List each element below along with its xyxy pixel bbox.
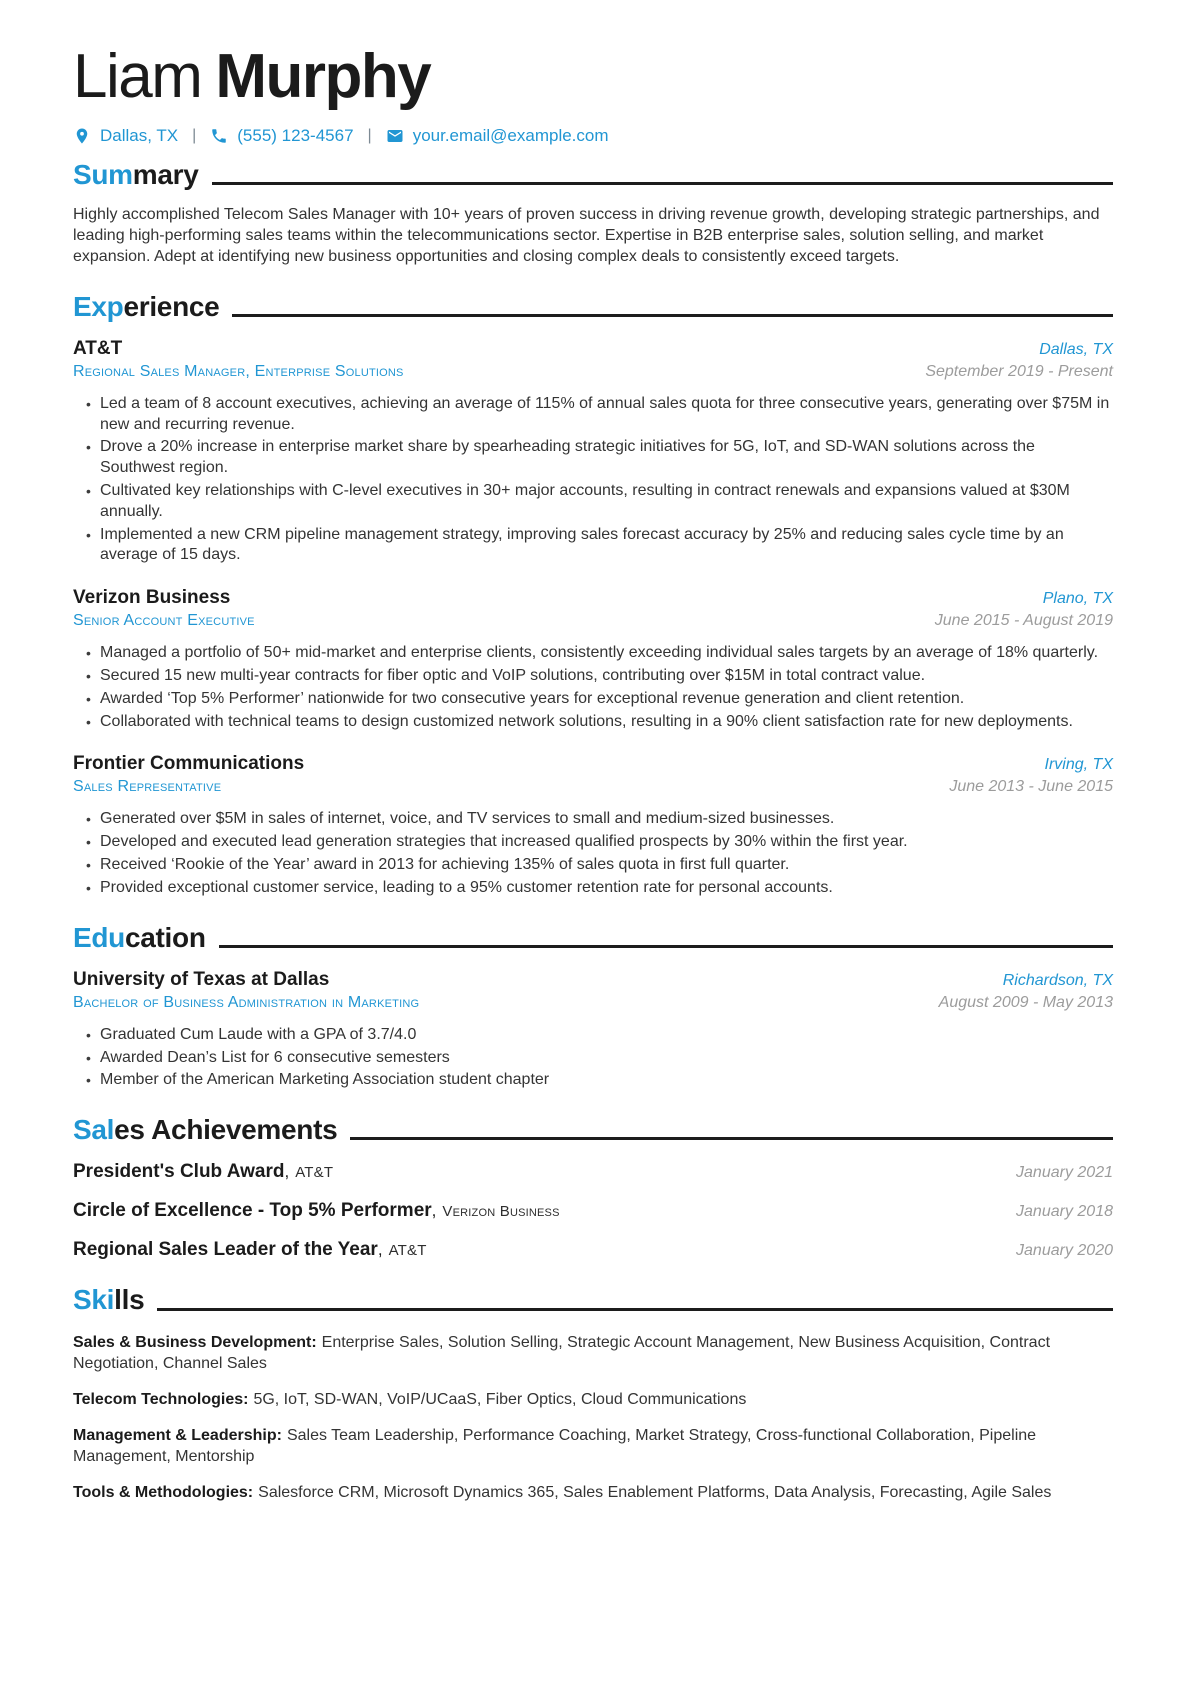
- achievement-title: Regional Sales Leader of the Year: [73, 1239, 378, 1261]
- achievement-left: [73, 1239, 427, 1261]
- achievement-row: [73, 1239, 1113, 1261]
- envelope-icon: [386, 127, 404, 145]
- education-school: University of Texas at Dallas: [73, 968, 330, 990]
- skill-paragraph: [73, 1425, 1113, 1467]
- skill-paragraph: [73, 1389, 1113, 1410]
- job-bullets: [86, 809, 1113, 898]
- contact-separator: |: [367, 127, 372, 145]
- last-name: Murphy: [215, 42, 431, 111]
- summary-paragraph: Highly accomplished Telecom Sales Manager with 10+ years of proven success in driving revenue growth, developing strategic partnerships, and leading high-performing sales teams within the telecommunications sector. Expertise in B2B enterprise sales, solution selling, and market expansion. Adept at identifying new business opportunities and closing complex deals to consistently exceed targets.: [73, 206, 1100, 265]
- job-header-row: [73, 753, 1113, 775]
- education-bullets: [86, 1025, 1113, 1091]
- achievement-org: AT&T: [388, 1242, 427, 1260]
- section-heading-summary: [73, 159, 1113, 191]
- section-title-rest: erience: [123, 290, 220, 322]
- job-bullet: • Led a team of 8 account executives, achieving an average of 115% of annual sales quota for three consecutive years, generating over $75M in new and recurring revenue.: [86, 394, 1113, 436]
- skill-text: 5G, IoT, SD-WAN, VoIP/UCaaS, Fiber Optics, Cloud Communications: [253, 1390, 747, 1408]
- phone-icon: [210, 127, 228, 145]
- job-header-row: [73, 338, 1113, 360]
- job-dates: September 2019 - Present: [925, 362, 1113, 380]
- achievement-comma: ,: [377, 1240, 383, 1260]
- job-subheader-row: [73, 360, 1113, 381]
- achievement-row: [73, 1200, 1113, 1222]
- section-achievements: [73, 1114, 1113, 1261]
- achievement-row: [73, 1161, 1113, 1183]
- achievement-comma: ,: [284, 1162, 290, 1182]
- job-subheader-row: [73, 609, 1113, 630]
- achievement-org: Verizon Business: [442, 1203, 560, 1221]
- job-title: Senior Account Executive: [73, 612, 255, 630]
- candidate-name: [73, 44, 1113, 109]
- section-title-accent: Sum: [73, 159, 133, 191]
- job-bullet: • Provided exceptional customer service, leading to a 95% customer retention rate for personal accounts.: [86, 878, 1113, 899]
- skill-label: Telecom Technologies:: [73, 1390, 249, 1408]
- skill-paragraph: [73, 1482, 1113, 1503]
- job-block-frontier: [73, 753, 1113, 898]
- location-pin-icon: [73, 127, 91, 145]
- job-bullet: • Received ‘Rookie of the Year’ award in 2013 for achieving 135% of sales quota in first full quarter.: [86, 855, 1113, 876]
- job-bullet: • Drove a 20% increase in enterprise market share by spearheading strategic initiatives for 5G, IoT, and SD-WAN solutions across the Southwest region.: [86, 437, 1113, 479]
- skill-label: Tools & Methodologies:: [73, 1484, 254, 1502]
- education-block: [73, 969, 1113, 1091]
- section-title-rest: es Achievements: [114, 1114, 338, 1146]
- section-heading-experience: [73, 291, 1113, 323]
- achievement-title: Circle of Excellence - Top 5% Performer: [73, 1200, 432, 1222]
- skill-label: Sales & Business Development:: [73, 1333, 317, 1351]
- education-subheader-row: [73, 991, 1113, 1012]
- contact-location: [73, 126, 178, 146]
- job-bullet: • Secured 15 new multi-year contracts for fiber optic and VoIP solutions, contributing over $15M in total contract value.: [86, 666, 1113, 687]
- section-education: [73, 922, 1113, 1092]
- first-name: Liam: [73, 42, 202, 111]
- achievement-date: January 2020: [1016, 1242, 1113, 1260]
- achievement-title: President's Club Award: [73, 1161, 285, 1183]
- achievement-org: AT&T: [295, 1164, 334, 1182]
- section-title-accent: Sal: [73, 1114, 115, 1146]
- phone-text: (555) 123-4567: [237, 126, 354, 146]
- education-location: Richardson, TX: [1002, 971, 1113, 989]
- education-header-row: [73, 969, 1113, 991]
- section-title-accent: Ski: [73, 1284, 115, 1316]
- job-block-verizon: [73, 587, 1113, 732]
- section-rule: [350, 1137, 1113, 1140]
- contact-email[interactable]: [386, 126, 609, 146]
- company-name: AT&T: [73, 337, 123, 359]
- job-location: Irving, TX: [1044, 756, 1113, 774]
- section-rule: [219, 945, 1113, 948]
- job-dates: June 2015 - August 2019: [934, 612, 1113, 630]
- job-bullet: • Implemented a new CRM pipeline management strategy, improving sales forecast accuracy by 25% and reducing sales cycle time by an average of 15 days.: [86, 525, 1113, 567]
- skill-text: Enterprise Sales, Solution Selling, Strategic Account Management, New Business Acquisition, Contract Negotiation, Channel Sales: [73, 1333, 1051, 1372]
- job-subheader-row: [73, 775, 1113, 796]
- education-bullet: • Awarded Dean’s List for 6 consecutive semesters: [86, 1048, 1113, 1069]
- section-rule: [212, 182, 1113, 185]
- achievement-date: January 2021: [1016, 1164, 1113, 1182]
- section-heading-skills: [73, 1284, 1113, 1316]
- job-bullet: • Awarded ‘Top 5% Performer’ nationwide for two consecutive years for exceptional revenue generation and client retention.: [86, 689, 1113, 710]
- section-title-rest: lls: [114, 1284, 145, 1316]
- job-location: Plano, TX: [1042, 590, 1113, 608]
- job-location: Dallas, TX: [1039, 340, 1113, 358]
- job-bullet: • Managed a portfolio of 50+ mid-market and enterprise clients, consistently exceeding individual sales targets by an average of 18% quarterly.: [86, 643, 1113, 664]
- section-title-rest: cation: [124, 921, 206, 953]
- section-title-rest: mary: [132, 159, 199, 191]
- education-dates: August 2009 - May 2013: [938, 993, 1113, 1011]
- resume-header: [73, 44, 1113, 146]
- contact-bar: [73, 126, 1113, 146]
- email-text: your.email@example.com: [412, 126, 609, 146]
- skill-label: Management & Leadership:: [73, 1426, 282, 1444]
- job-bullet: • Collaborated with technical teams to design customized network solutions, resulting in a 90% client satisfaction rate for new deployments.: [86, 712, 1113, 733]
- job-bullet: • Developed and executed lead generation strategies that increased qualified prospects by 30% within the first year.: [86, 832, 1113, 853]
- section-summary: [73, 159, 1113, 268]
- company-name: Frontier Communications: [73, 753, 305, 775]
- location-text: Dallas, TX: [100, 126, 179, 146]
- education-bullet: • Graduated Cum Laude with a GPA of 3.7/4.0: [86, 1025, 1113, 1046]
- job-bullets: [86, 643, 1113, 732]
- section-rule: [232, 314, 1113, 317]
- job-bullet: • Generated over $5M in sales of internet, voice, and TV services to small and medium-sized businesses.: [86, 809, 1113, 830]
- job-bullets: [86, 394, 1113, 566]
- job-block-att: [73, 338, 1113, 566]
- education-degree: Bachelor of Business Administration in Marketing: [73, 993, 420, 1011]
- section-experience: [73, 291, 1113, 899]
- job-bullet: • Cultivated key relationships with C-level executives in 30+ major accounts, resulting in contract renewals and expansions valued at $30M annually.: [86, 481, 1113, 523]
- education-bullet: • Member of the American Marketing Association student chapter: [86, 1070, 1113, 1091]
- achievement-left: [73, 1161, 333, 1183]
- achievement-left: [73, 1200, 560, 1222]
- company-name: Verizon Business: [73, 587, 231, 609]
- section-heading-education: [73, 922, 1113, 954]
- job-header-row: [73, 587, 1113, 609]
- achievement-comma: ,: [431, 1201, 437, 1221]
- contact-separator: |: [192, 127, 197, 145]
- section-title-accent: Edu: [73, 921, 125, 953]
- skill-text: Sales Team Leadership, Performance Coaching, Market Strategy, Cross-functional Collaboration, Pipeline Management, Mentorship: [73, 1426, 1037, 1465]
- section-title-accent: Exp: [73, 290, 124, 322]
- section-heading-achievements: [73, 1114, 1113, 1146]
- section-skills: [73, 1284, 1113, 1503]
- achievement-date: January 2018: [1016, 1203, 1113, 1221]
- skill-paragraph: [73, 1332, 1113, 1374]
- contact-phone: [210, 126, 353, 146]
- section-rule: [157, 1308, 1113, 1311]
- skill-text: Salesforce CRM, Microsoft Dynamics 365, Sales Enablement Platforms, Data Analysis, Forecasting, Agile Sales: [258, 1484, 1052, 1502]
- job-dates: June 2013 - June 2015: [949, 778, 1113, 796]
- job-title: Regional Sales Manager, Enterprise Solutions: [73, 362, 404, 380]
- job-title: Sales Representative: [73, 778, 222, 796]
